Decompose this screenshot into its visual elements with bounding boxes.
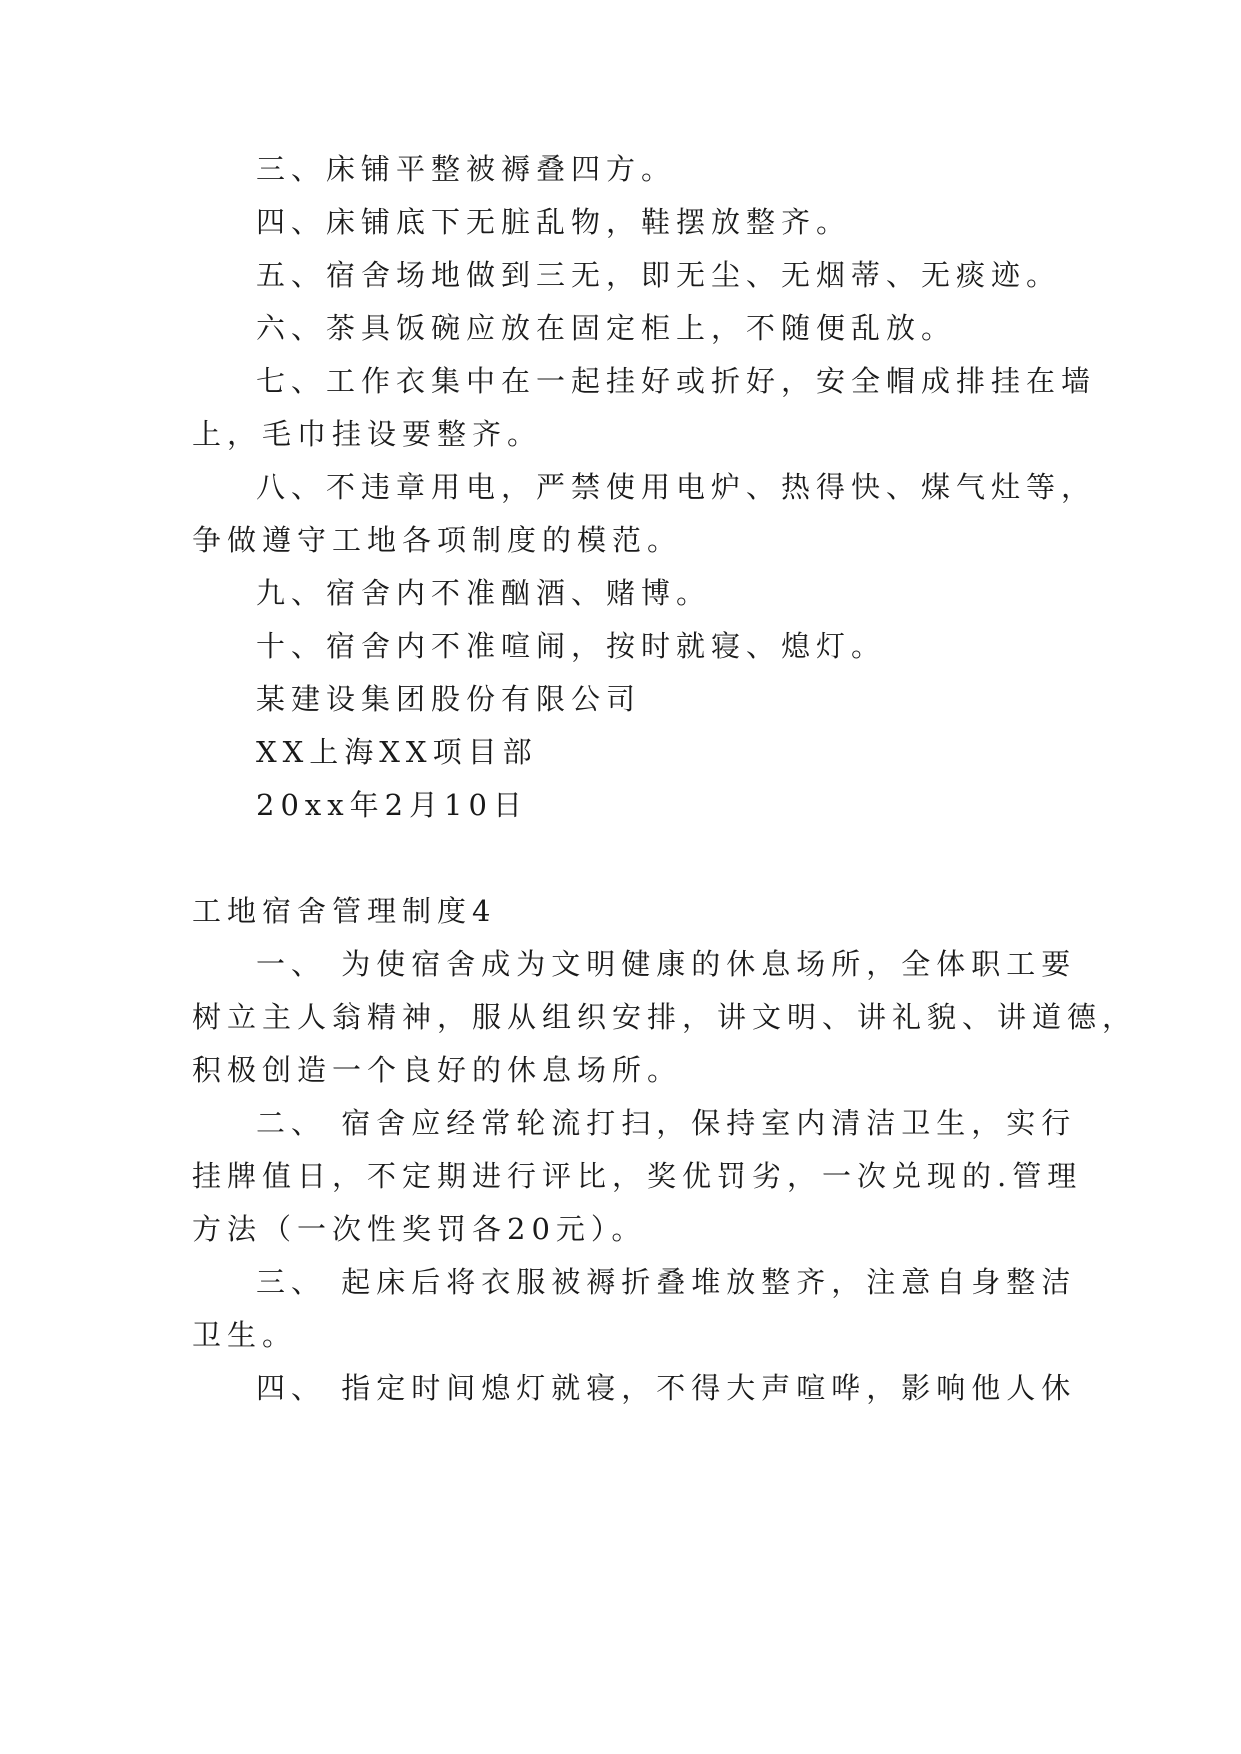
rule-line-continuation: 卫生。 bbox=[192, 1318, 298, 1352]
rule-line: 四、 指定时间熄灯就寝，不得大声喧哗，影响他人休 bbox=[256, 1371, 1077, 1405]
project-department: XX上海XX项目部 bbox=[256, 735, 538, 769]
rule-line: 二、 宿舍应经常轮流打扫，保持室内清洁卫生，实行 bbox=[256, 1106, 1077, 1140]
rule-line: 五、宿舍场地做到三无，即无尘、无烟蒂、无痰迹。 bbox=[256, 258, 1062, 292]
rule-line: 三、床铺平整被褥叠四方。 bbox=[256, 152, 677, 186]
document-date: 20xx年2月10日 bbox=[256, 788, 528, 822]
rule-line-continuation: 挂牌值日，不定期进行评比，奖优罚劣，一次兑现的.管理 bbox=[192, 1159, 1083, 1193]
rule-line: 六、茶具饭碗应放在固定柜上，不随便乱放。 bbox=[256, 311, 957, 345]
rule-line-continuation: 树立主人翁精神，服从组织安排，讲文明、讲礼貌、讲道德， bbox=[192, 1000, 1138, 1034]
rule-line: 四、床铺底下无脏乱物，鞋摆放整齐。 bbox=[256, 205, 852, 239]
rule-line: 七、工作衣集中在一起挂好或折好，安全帽成排挂在墙 bbox=[256, 364, 1097, 398]
rule-line-continuation: 争做遵守工地各项制度的模范。 bbox=[192, 523, 683, 557]
rule-line-continuation: 上，毛巾挂设要整齐。 bbox=[192, 417, 543, 451]
rule-line: 十、宿舍内不准喧闹，按时就寝、熄灯。 bbox=[256, 629, 887, 663]
rule-line-continuation: 方法（一次性奖罚各20元）。 bbox=[192, 1212, 647, 1246]
rule-line: 一、 为使宿舍成为文明健康的休息场所，全体职工要 bbox=[256, 947, 1077, 981]
section-heading: 工地宿舍管理制度4 bbox=[192, 894, 497, 928]
rule-line: 九、宿舍内不准酗酒、赌博。 bbox=[256, 576, 712, 610]
rule-line-continuation: 积极创造一个良好的休息场所。 bbox=[192, 1053, 683, 1087]
rule-line: 三、 起床后将衣服被褥折叠堆放整齐，注意自身整洁 bbox=[256, 1265, 1077, 1299]
rule-line: 八、不违章用电，严禁使用电炉、热得快、煤气灶等， bbox=[256, 470, 1097, 504]
company-name: 某建设集团股份有限公司 bbox=[256, 682, 642, 716]
